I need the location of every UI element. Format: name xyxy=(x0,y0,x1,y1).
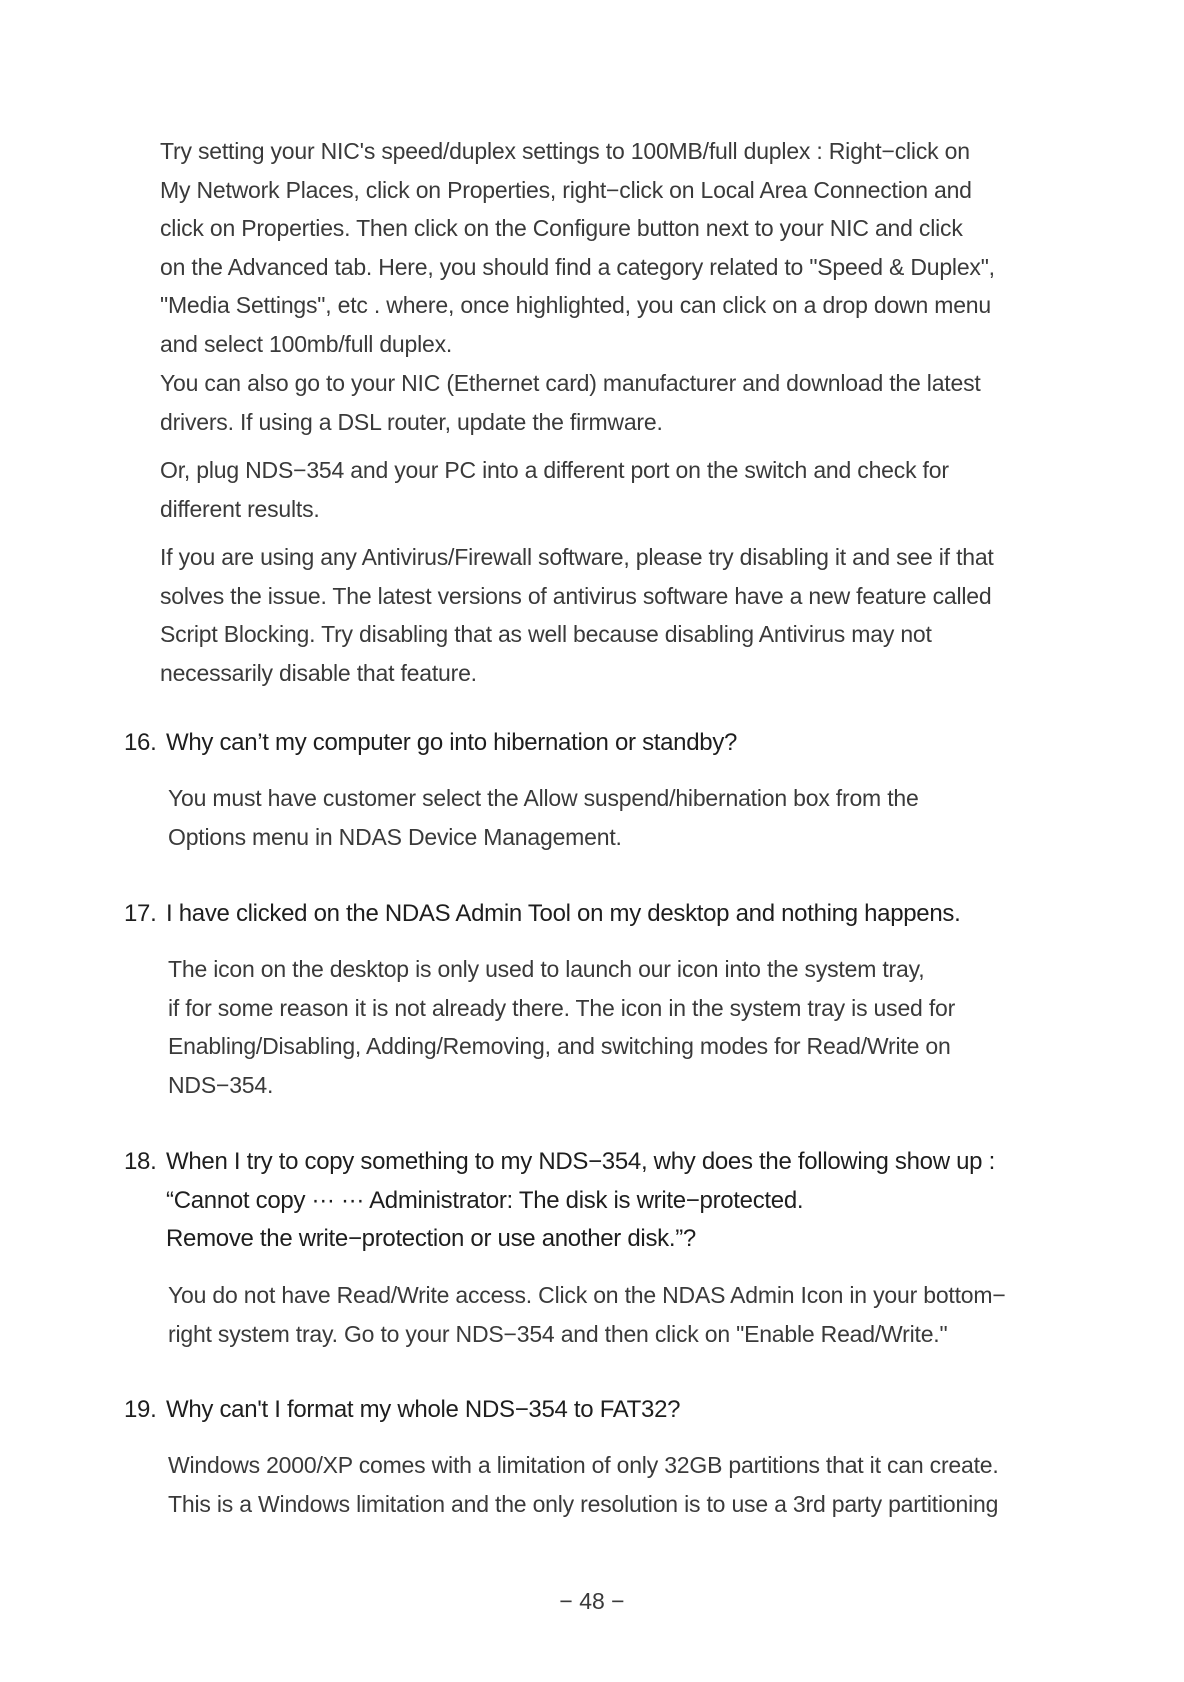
faq-answer-16 xyxy=(168,779,1108,856)
faq-question-text: Remove the write−protection or use another disk.”? xyxy=(166,1225,696,1252)
text-line: "Media Settings", etc . where, once highlighted, you can click on a drop down menu xyxy=(160,292,991,318)
text-line: different results. xyxy=(160,495,320,522)
text-line: NDS−354. xyxy=(168,1071,274,1098)
faq-question-text: “Cannot copy ··· ··· Administrator: The disk is write−protected. xyxy=(166,1186,804,1214)
faq-question-text: Why can’t my computer go into hibernation or standby? xyxy=(166,729,738,756)
text-line: Try setting your NIC's speed/duplex settings to 100MB/full duplex : Right−click on xyxy=(160,138,970,164)
faq-question-16 xyxy=(124,724,1104,763)
faq-question-text: When I try to copy something to my NDS−354, why does the following show up : xyxy=(166,1148,995,1175)
text-line: solves the issue. The latest versions of antivirus software have a new feature called xyxy=(160,582,992,609)
text-line: If you are using any Antivirus/Firewall software, please try disabling it and see if that xyxy=(160,544,994,570)
text-line: right system tray. Go to your NDS−354 and then click on "Enable Read/Write." xyxy=(168,1320,948,1347)
faq-number: 18. xyxy=(124,1148,157,1175)
intro-paragraph-drivers xyxy=(160,364,1100,441)
text-line: drivers. If using a DSL router, update the firmware. xyxy=(160,408,663,435)
faq-answer-19 xyxy=(168,1446,1108,1523)
text-line: You must have customer select the Allow suspend/hibernation box from the xyxy=(168,785,919,811)
faq-question-17 xyxy=(124,895,1104,934)
text-line: necessarily disable that feature. xyxy=(160,659,477,686)
text-line: Or, plug NDS−354 and your PC into a different port on the switch and check for xyxy=(160,457,949,483)
intro-paragraph-switch-port xyxy=(160,451,1100,528)
faq-question-text: I have clicked on the NDAS Admin Tool on my desktop and nothing happens. xyxy=(166,900,961,927)
text-line: Enabling/Disabling, Adding/Removing, and switching modes for Read/Write on xyxy=(168,1033,951,1059)
faq-question-text: Why can't I format my whole NDS−354 to FAT32? xyxy=(166,1396,681,1423)
text-line: Options menu in NDAS Device Management. xyxy=(168,823,622,850)
text-line: if for some reason it is not already there. The icon in the system tray is used for xyxy=(168,994,956,1021)
text-line: on the Advanced tab. Here, you should find a category related to "Speed & Duplex", xyxy=(160,253,995,280)
faq-question-19 xyxy=(124,1391,1104,1430)
text-line: Windows 2000/XP comes with a limitation of only 32GB partitions that it can create. xyxy=(168,1452,999,1478)
text-line: and select 100mb/full duplex. xyxy=(160,330,453,357)
text-line: You can also go to your NIC (Ethernet card) manufacturer and download the latest xyxy=(160,370,981,396)
intro-paragraph-nic-settings xyxy=(160,132,1100,363)
text-line: click on Properties. Then click on the Configure button next to your NIC and click xyxy=(160,215,963,241)
text-line: My Network Places, click on Properties, right−click on Local Area Connection and xyxy=(160,176,972,203)
text-line: You do not have Read/Write access. Click on the NDAS Admin Icon in your bottom− xyxy=(168,1282,1006,1308)
faq-number: 16. xyxy=(124,729,157,756)
faq-question-18 xyxy=(124,1143,1104,1259)
faq-answer-17 xyxy=(168,950,1108,1104)
page-number: − 48 − xyxy=(559,1588,625,1614)
intro-paragraph-antivirus xyxy=(160,538,1100,692)
faq-number: 19. xyxy=(124,1396,157,1423)
text-line: This is a Windows limitation and the only resolution is to use a 3rd party partitioning xyxy=(168,1490,999,1517)
faq-number: 17. xyxy=(124,900,157,927)
text-line: Script Blocking. Try disabling that as well because disabling Antivirus may not xyxy=(160,621,932,647)
faq-answer-18 xyxy=(168,1276,1108,1353)
text-line: The icon on the desktop is only used to launch our icon into the system tray, xyxy=(168,956,925,982)
